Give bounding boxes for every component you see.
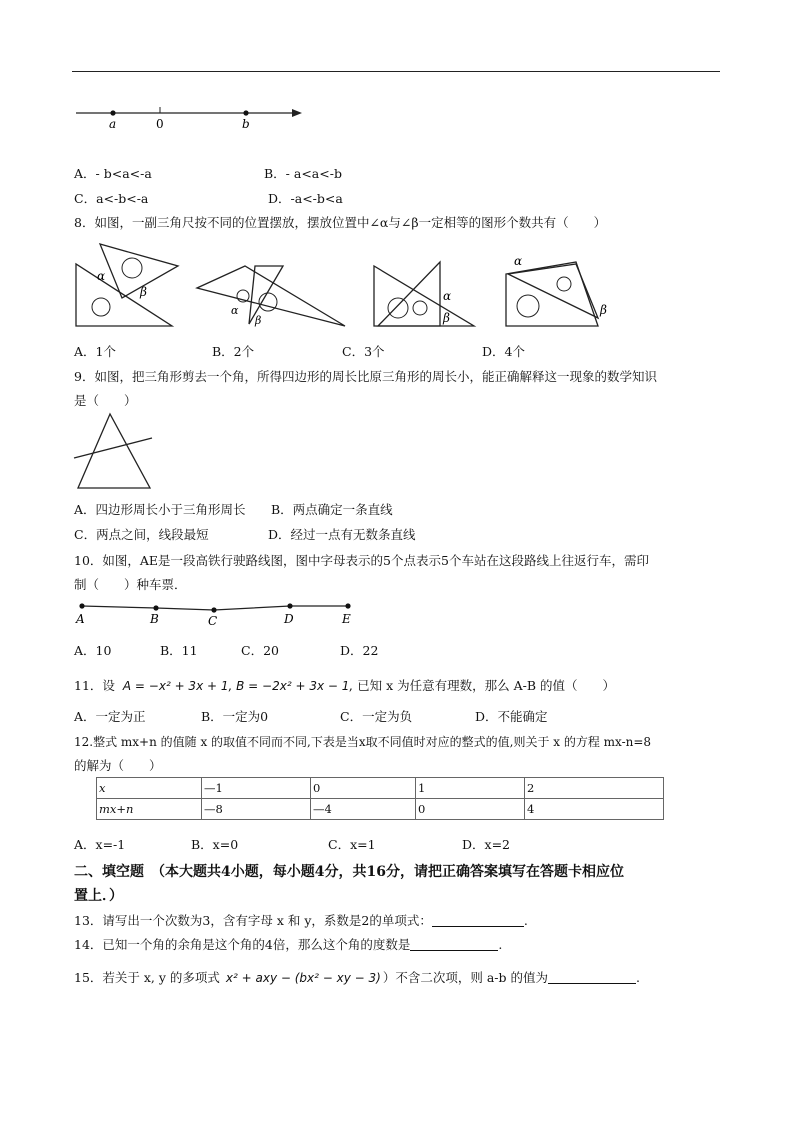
q14-stem: 14．已知一个角的余角是这个角的4倍，那么这个角的度数是 . <box>74 937 503 952</box>
q11-formula: A = −x² + 3x + 1, B = −2x² + 3x − 1, <box>122 679 354 693</box>
q10-route-line <box>72 598 362 628</box>
q15-stem: 15．若关于 x, y 的多项式 x² + axy − (bx² − xy − 3) ）不含二次项，则 a-b 的值为 . <box>74 970 640 985</box>
q9-option-c[interactable]: C．两点之间，线段最短 <box>74 527 209 542</box>
q11-option-d[interactable]: D．不能确定 <box>475 709 548 724</box>
svg-text:α: α <box>231 304 239 317</box>
station-d: D <box>284 612 294 626</box>
q7-label-b: b <box>242 117 250 131</box>
q11-suffix: 已知 x 为任意有理数，那么 A-B 的值（ ） <box>357 678 616 693</box>
q11-option-a[interactable]: A．一定为正 <box>74 709 146 724</box>
svg-text:β: β <box>140 285 147 299</box>
q7-label-zero: 0 <box>156 117 164 131</box>
station-b: B <box>150 612 159 626</box>
q12-stem-line2: 的解为（ ） <box>74 758 162 773</box>
q12-option-a[interactable]: A．x=-1 <box>74 837 126 852</box>
q8-option-a[interactable]: A．1个 <box>74 344 116 359</box>
q13-text: 13．请写出一个次数为3，含有字母 x 和 y，系数是2的单项式： <box>74 913 432 928</box>
q11-option-c[interactable]: C．一定为负 <box>340 709 413 724</box>
q8-option-b[interactable]: B．2个 <box>212 344 255 359</box>
section-2-heading-line2: 置上．） <box>74 888 123 904</box>
q10-option-c[interactable]: C．20 <box>241 643 279 658</box>
station-a: A <box>76 612 85 626</box>
q7-option-c[interactable]: C．a<-b<-a <box>74 191 149 206</box>
q8-figure-1 <box>72 240 182 330</box>
station-e: E <box>342 612 351 626</box>
q7-label-a: a <box>109 117 117 131</box>
svg-text:β: β <box>443 311 450 325</box>
q8-option-d[interactable]: D．4个 <box>482 344 525 359</box>
q8-stem: 8．如图，一副三角尺按不同的位置摆放，摆放位置中∠α与∠β一定相等的图形个数共有（ ） <box>74 215 607 230</box>
svg-text:α: α <box>443 289 452 303</box>
q9-stem-line1: 9．如图，把三角形剪去一个角，所得四边形的周长比原三角形的周长小，能正确解释这一现象的数学知识 <box>74 369 657 384</box>
q15-suffix: ）不含二次项，则 a-b 的值为 <box>382 970 548 985</box>
header-rule <box>72 71 720 72</box>
q12-option-d[interactable]: D．x=2 <box>462 837 510 852</box>
q10-option-b[interactable]: B．11 <box>160 643 198 658</box>
q9-option-d[interactable]: D．经过一点有无数条直线 <box>268 527 416 542</box>
table-row: x —1 0 1 2 <box>97 778 664 799</box>
q11-stem <box>74 676 615 694</box>
section-2-heading-line1: 二、填空题 （本大题共4小题，每小题4分，共16分，请把正确答案填写在答题卡相应位 <box>74 864 624 880</box>
q10-option-a[interactable]: A．10 <box>74 643 112 658</box>
q9-triangle-figure <box>72 410 156 492</box>
q9-option-b[interactable]: B．两点确定一条直线 <box>271 502 393 517</box>
q7-option-b[interactable]: B．- a<a<-b <box>264 166 342 181</box>
svg-text:α: α <box>97 269 106 283</box>
q15-formula: x² + axy − (bx² − xy − 3) <box>225 971 381 985</box>
q13-answer-blank[interactable] <box>432 914 524 927</box>
q8-figure-3 <box>370 258 480 330</box>
q9-stem-line2: 是（ ） <box>74 393 137 408</box>
q10-stem-line1: 10．如图，AE是一段高铁行驶路线图，图中字母表示的5个点表示5个车站在这段路线上往返行车，需印 <box>74 553 649 568</box>
q14-text: 14．已知一个角的余角是这个角的4倍，那么这个角的度数是 <box>74 937 411 952</box>
svg-text:α: α <box>514 254 523 268</box>
q12-stem-line1: 12.整式 mx+n 的值随 x 的取值不同而不同,下表是当x取不同值时对应的整式的值,则关于 x 的方程 mx-n=8 <box>74 735 652 749</box>
q7-option-d[interactable]: D．-a<-b<a <box>268 191 343 206</box>
station-c: C <box>208 614 218 628</box>
q8-option-c[interactable]: C．3个 <box>342 344 385 359</box>
table-row: mx+n —8 —4 0 4 <box>97 799 664 820</box>
q15-prefix: 15．若关于 x, y 的多项式 <box>74 970 220 985</box>
q14-answer-blank[interactable] <box>410 938 498 951</box>
q12-option-b[interactable]: B．x=0 <box>191 837 239 852</box>
q9-option-a[interactable]: A．四边形周长小于三角形周长 <box>74 502 246 517</box>
q10-option-d[interactable]: D．22 <box>340 643 379 658</box>
q10-stem-line2: 制（ ）种车票． <box>74 577 187 592</box>
q12-option-c[interactable]: C．x=1 <box>328 837 376 852</box>
q7-option-a[interactable]: A．- b<a<-a <box>74 166 152 181</box>
q8-figure-4 <box>502 252 614 330</box>
q12-value-table <box>96 777 664 820</box>
q11-prefix: 11．设 <box>74 678 115 693</box>
q13-stem: 13．请写出一个次数为3，含有字母 x 和 y，系数是2的单项式： . <box>74 913 528 928</box>
svg-text:β: β <box>600 303 607 317</box>
q7-number-line <box>70 100 310 134</box>
svg-text:β: β <box>255 314 262 327</box>
q11-option-b[interactable]: B．一定为0 <box>201 709 269 724</box>
q8-figure-2 <box>193 264 351 330</box>
q15-answer-blank[interactable] <box>548 971 636 984</box>
